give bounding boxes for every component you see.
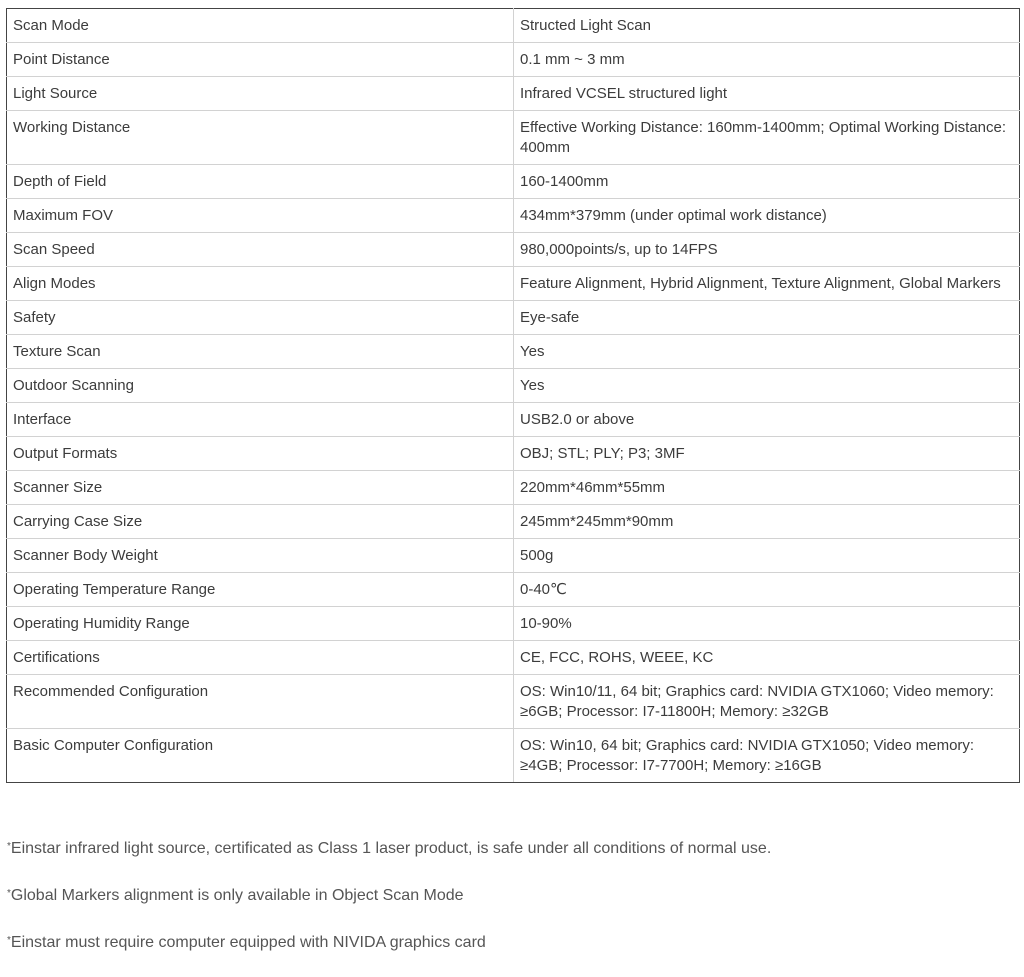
spec-value: Feature Alignment, Hybrid Alignment, Texture Alignment, Global Markers [514,267,1020,301]
spec-value: 500g [514,539,1020,573]
table-row [7,199,1020,233]
table-row [7,301,1020,335]
spec-value: 434mm*379mm (under optimal work distance) [514,199,1020,233]
table-row [7,607,1020,641]
spec-label: Outdoor Scanning [7,369,514,403]
spec-label: Operating Temperature Range [7,573,514,607]
spec-label: Carrying Case Size [7,505,514,539]
spec-label: Scan Mode [7,9,514,43]
spec-value: Yes [514,335,1020,369]
table-row [7,9,1020,43]
table-row [7,403,1020,437]
spec-value: 980,000points/s, up to 14FPS [514,233,1020,267]
footnote [7,883,1007,930]
spec-label: Point Distance [7,43,514,77]
spec-value: Infrared VCSEL structured light [514,77,1020,111]
footnote-text: Einstar must require computer equipped with NIVIDA graphics card [10,934,486,951]
table-row [7,539,1020,573]
table-row [7,77,1020,111]
table-row [7,729,1020,783]
spec-value: 160-1400mm [514,165,1020,199]
spec-label: Certifications [7,641,514,675]
table-row [7,675,1020,729]
footnote-marker: * [7,935,11,946]
table-row [7,471,1020,505]
spec-value: Eye-safe [514,301,1020,335]
spec-label: Scanner Size [7,471,514,505]
spec-label: Light Source [7,77,514,111]
table-row [7,437,1020,471]
footnotes [7,836,1007,977]
spec-value: 0-40℃ [514,573,1020,607]
table-row [7,505,1020,539]
spec-value: Effective Working Distance: 160mm-1400mm; Optimal Working Distance: 400mm [514,111,1020,165]
spec-value: Structed Light Scan [514,9,1020,43]
spec-table [6,8,1020,783]
spec-value: OBJ; STL; PLY; P3; 3MF [514,437,1020,471]
spec-label: Basic Computer Configuration [7,729,514,783]
spec-value: Yes [514,369,1020,403]
spec-label: Align Modes [7,267,514,301]
spec-table-body [7,9,1020,783]
spec-value: 220mm*46mm*55mm [514,471,1020,505]
spec-value: CE, FCC, ROHS, WEEE, KC [514,641,1020,675]
table-row [7,43,1020,77]
spec-value: 245mm*245mm*90mm [514,505,1020,539]
spec-value: OS: Win10/11, 64 bit; Graphics card: NVIDIA GTX1060; Video memory: ≥6GB; Processor: I7-11800H; Memory: ≥32GB [514,675,1020,729]
spec-label: Recommended Configuration [7,675,514,729]
footnote-marker: * [7,841,11,852]
table-row [7,267,1020,301]
spec-label: Operating Humidity Range [7,607,514,641]
table-row [7,573,1020,607]
table-row [7,641,1020,675]
table-row [7,369,1020,403]
table-row [7,335,1020,369]
footnote [7,930,1007,977]
spec-label: Depth of Field [7,165,514,199]
table-row [7,111,1020,165]
spec-label: Texture Scan [7,335,514,369]
footnote-text: Einstar infrared light source, certificated as Class 1 laser product, is safe under all conditions of normal use. [10,840,772,857]
spec-value: 0.1 mm ~ 3 mm [514,43,1020,77]
spec-label: Scan Speed [7,233,514,267]
spec-label: Safety [7,301,514,335]
spec-value: USB2.0 or above [514,403,1020,437]
spec-label: Interface [7,403,514,437]
footnote [7,836,1007,883]
footnote-marker: * [7,888,11,899]
spec-value: OS: Win10, 64 bit; Graphics card: NVIDIA GTX1050; Video memory: ≥4GB; Processor: I7-7700H; Memory: ≥16GB [514,729,1020,783]
table-row [7,165,1020,199]
spec-label: Working Distance [7,111,514,165]
spec-value: 10-90% [514,607,1020,641]
spec-label: Output Formats [7,437,514,471]
spec-label: Maximum FOV [7,199,514,233]
footnote-text: Global Markers alignment is only available in Object Scan Mode [10,887,464,904]
spec-label: Scanner Body Weight [7,539,514,573]
table-row [7,233,1020,267]
